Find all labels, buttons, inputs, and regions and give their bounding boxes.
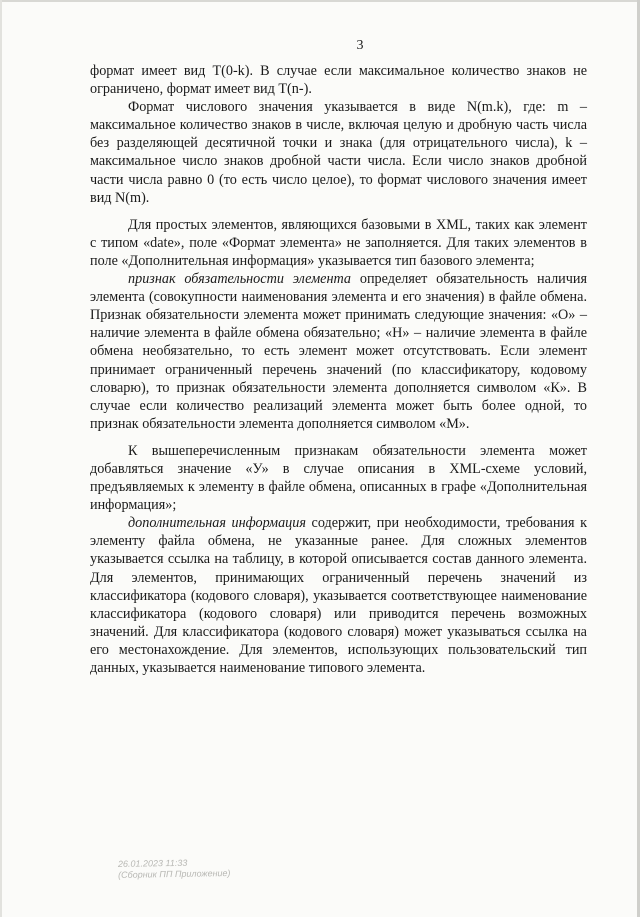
paragraph-gap	[90, 207, 587, 216]
stamp-line-1: 26.01.2023 11:33	[117, 857, 188, 869]
paragraph-additional-info	[90, 514, 587, 677]
term-mandatory-flag: признак обязательности элемента	[128, 271, 352, 288]
paragraph-condition-flag: К вышеперечисленным признакам обязательности элемента может добавляться значение «У» в случае описания в XML-схеме условий, предъявляемых к элементу в файле обмена, описанных в графе «Дополнительная информация»;	[90, 442, 587, 514]
scan-edge-top	[0, 0, 640, 2]
paragraph-format-text: формат имеет вид T(0-k). В случае если максимальное количество знаков не ограничено, формат имеет вид T(n-).	[90, 63, 587, 98]
paragraph-mandatory-flag	[90, 270, 587, 433]
scan-edge-left	[0, 0, 2, 917]
paragraph-numeric-format: Формат числового значения указывается в виде N(m.k), где: m – максимальное количество знаков в числе, включая целую и дробную часть числа без разделяющей десятичной точки и знака (для отрицательного числа), k – максимальное число знаков дробной части числа. Если число знаков дробной части числа равно 0 (то есть число целое), то формат числового значения имеет вид N(m).	[90, 99, 587, 206]
body-text	[90, 62, 587, 677]
mandatory-flag-description: определяет обязательность наличия элемента (совокупности наименования элемента и его значения) в файле обмена. Признак обязательности элемента может принимать следующие значения: «О» – наличие элемента в файле обмена обязательно; «Н» – наличие элемента в файле обмена необязательно, то есть элемент может отсутствовать. Если элемент принимает ограниченный перечень значений (по классификатору, кодовому словарю), то признак обязательности элемента дополняется символом «К». В случае если количество реализаций элемента может быть более одной, то признак обязательности элемента дополняется символом «М».	[90, 271, 587, 432]
term-additional-info: дополнительная информация	[128, 515, 306, 532]
additional-info-description: содержит, при необходимости, требования к элементу файла обмена, не указанные ранее. Для сложных элементов указывается ссылка на таблицу, в которой описывается состав данного элемента. Для элементов, принимающих ограниченный перечень значений из классификатора (кодового словаря), указывается соответствующее наименование классификатора (кодового словаря) или приводится перечень возможных значений. Для классификатора (кодового словаря) может указываться ссылка на его местонахождение. Для элементов, использующих пользовательский тип данных, указывается наименование типового элемента.	[90, 515, 587, 676]
paragraph-gap	[90, 433, 587, 442]
stamp-line-2: (Сборник ПП Приложение)	[118, 868, 231, 880]
scan-stamp	[118, 857, 231, 881]
paragraph-simple-elements: Для простых элементов, являющихся базовыми в XML, таких как элемент с типом «date», поле «Формат элемента» не заполняется. Для таких элементов в поле «Дополнительная информация» указывается тип базового элемента;	[90, 216, 587, 269]
page-number: 3	[356, 38, 364, 53]
